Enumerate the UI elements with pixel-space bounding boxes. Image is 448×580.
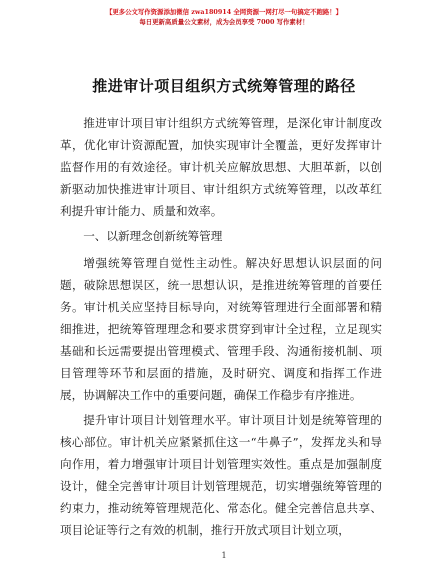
- body-paragraph: 提升审计项目计划管理水平。审计项目计划是统筹管理的核心部位。审计机关应紧紧抓住这一“牛鼻子”，发挥龙头和导向作用，着力增强审计项目计划管理实效性。重点是加强制度设计，健全完善审计项目计划管理规范，切实增强统筹管理的约束力，推动统筹管理规范化、常态化。健全完善信息共享、项目论证等行之有效的机制，推行开放式项目计划立项，: [60, 413, 382, 537]
- promo-banner: [0, 7, 448, 27]
- promo-banner-line-1: 【更多公文写作资源添加微信 zwa180914 全网资源一网打尽一句搞定不跑路！】: [105, 8, 343, 16]
- document-body: [60, 112, 382, 544]
- document-title: 推进审计项目组织方式统筹管理的路径: [92, 77, 356, 95]
- intro-paragraph: 推进审计项目审计组织方式统筹管理，是深化审计制度改革，优化审计资源配置，加快实现审计全覆盖，更好发挥审计监督作用的有效途径。审计机关应解放思想、大胆革新，以创新驱动加快推进审计项目、审计组织方式统筹管理，以改革红利提升审计能力、质量和效率。: [60, 116, 382, 218]
- body-paragraph: 增强统筹管理自觉性主动性。解决好思想认识层面的问题，破除思想误区，统一思想认识，是推进统筹管理的首要任务。审计机关应坚持目标导向，对统筹管理进行全面部署和精细推进，把统筹管理理念和要求贯穿到审计全过程，立足现实基础和长远需要提出管理模式、管理手段、沟通衔接机制、项目管理等环节和层面的措施，及时研究、调度和指挥工作进展，协调解决工作中的重要问题，确保工作稳步有序推进。: [60, 256, 382, 402]
- page-number: 1: [221, 551, 227, 560]
- section-heading: 一、以新理念创新统筹管理: [83, 229, 223, 243]
- promo-banner-line-2: 每日更新高质量公文素材，成为会员享受 7000 写作素材！: [139, 18, 309, 26]
